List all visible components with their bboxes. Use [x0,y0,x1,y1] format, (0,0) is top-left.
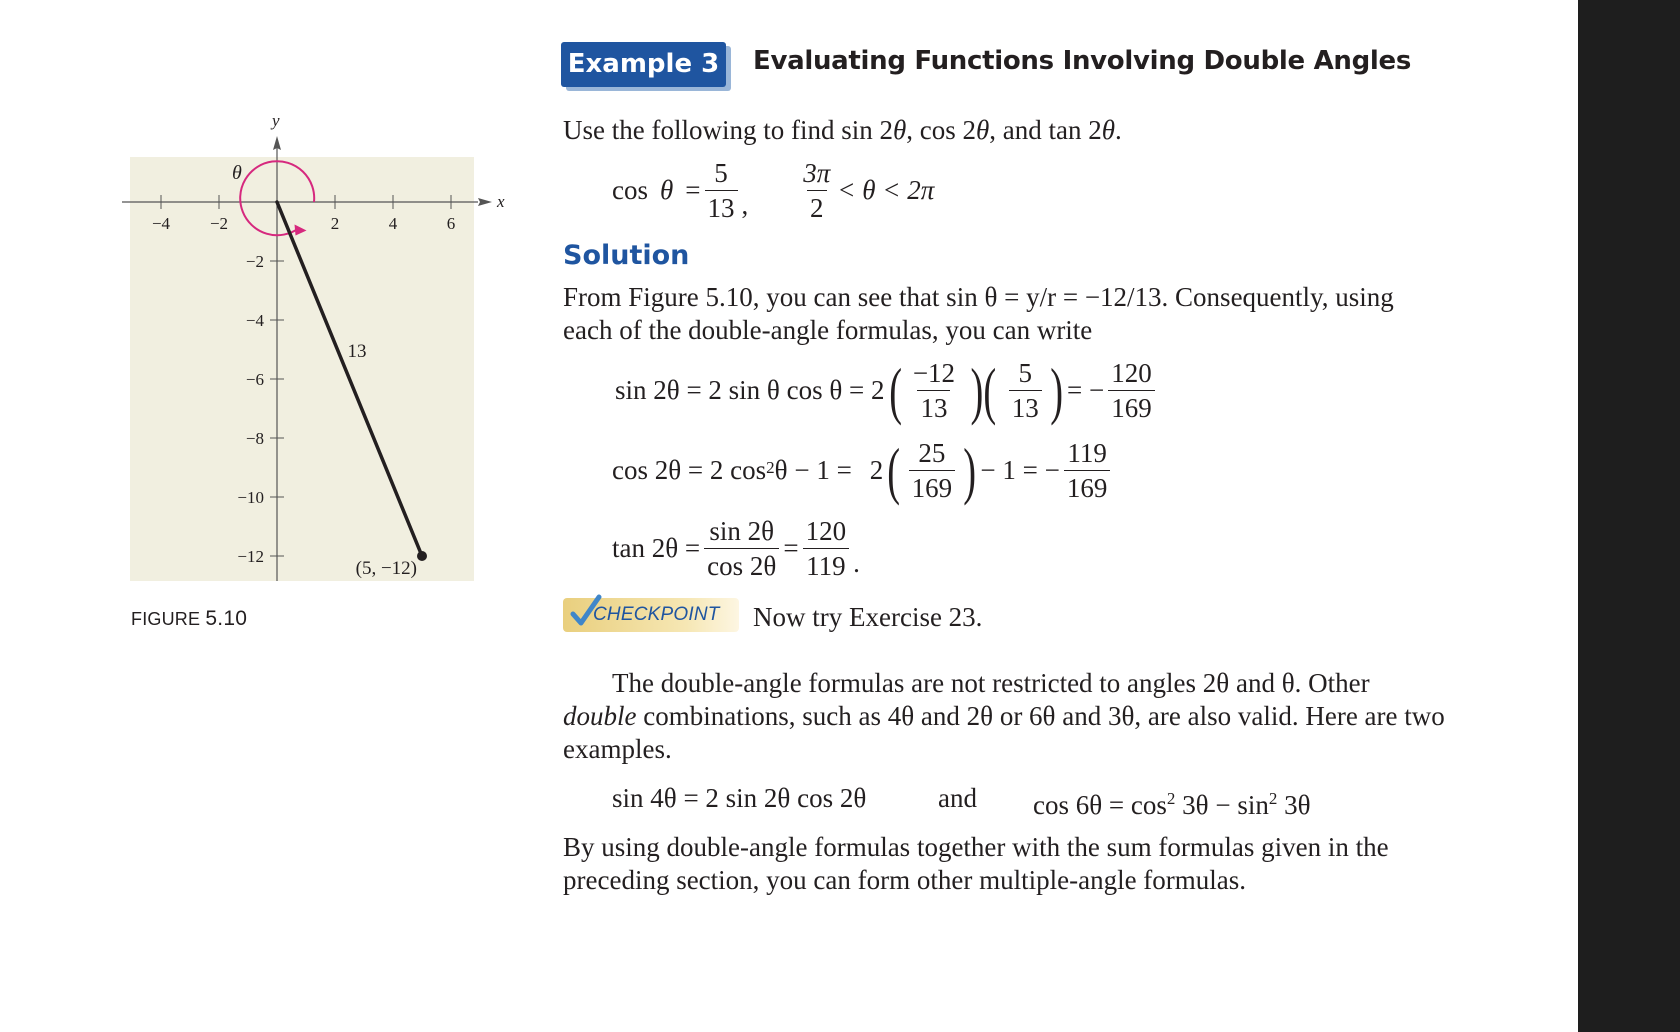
x-axis-arrow [478,198,492,206]
examples-equation-left: sin 4θ = 2 sin 2θ cos 2θ [612,783,867,813]
paragraph-multiple-angle [563,831,1448,897]
examples-sup-2: 2 [1268,789,1278,808]
point-label: (5, −12) [355,558,417,579]
cos-eq-r-den: 169 [1064,470,1111,505]
given-den: 13 [705,190,738,225]
paragraph-double-combinations [563,667,1448,766]
range-rest: < θ < 2π [837,175,935,205]
intro-theta-1: θ [892,115,907,145]
para2-line-2: combinations, such as 4θ and 2θ or 6θ and 3θ, are also valid. Here are two [636,701,1445,731]
theta-label: θ [232,162,242,184]
cos-eq-lhs2: θ − 1 = [774,455,852,485]
tan-eq-fraction-2 [803,514,850,583]
tan-eq-equals: = [783,533,799,563]
tan-eq-period: . [853,548,860,578]
para3-line-1: By using double-angle formulas together with the sum formulas given in the [563,832,1389,862]
intro-part-c: , and tan 2 [989,115,1102,145]
given-theta: θ [660,175,674,205]
checkpoint-badge [563,598,739,632]
examples-equation-right [1033,782,1311,822]
range-fraction [800,156,833,225]
x-tick-label: 4 [388,214,398,233]
cos-eq-f-den: 169 [909,470,956,505]
sin-eq-r-num: 120 [1111,358,1152,388]
sin-eq-result [1108,356,1155,425]
examples-right-c: 3θ [1277,790,1311,820]
sin-eq-f1-den: 13 [917,390,950,425]
figure-panel [130,157,474,581]
y-tick-label: −2 [245,252,264,271]
figure-5-10 [120,108,520,598]
cos-eq-sup: 2 [766,458,775,477]
x-axis-label: x [497,192,505,211]
given-comma: , [741,190,749,220]
x-tick-label: −2 [209,214,229,233]
y-tick-label: −6 [245,370,264,389]
tan-eq-f1-den: cos 2θ [704,548,779,583]
sin-eq-rhs: = − [1067,375,1105,405]
tan-double-angle-equation [612,514,860,583]
example-title: Evaluating Functions Involving Double Angles [753,46,1412,76]
tan-eq-fraction-1 [704,514,779,583]
tan-eq-lhs: tan 2θ = [612,533,701,563]
cos-eq-fraction [909,436,956,505]
intro-part-b: , cos 2 [906,115,976,145]
intro-period: . [1115,115,1122,145]
examples-equation-and: and [938,783,977,813]
sin-eq-f2-den: 13 [1009,390,1042,425]
cos-eq-r-num: 119 [1067,438,1107,468]
para2-italic-word: double [563,701,637,731]
given-cos: cos [612,175,648,205]
examples-sup-1: 2 [1166,789,1176,808]
tan-eq-f1-num: sin 2θ [709,516,775,546]
intro-theta-2: θ [976,115,990,145]
cos-double-angle-equation: cos 2θ = 2 cos 2 θ − 1 = 2 ( $\frac{25}{169}$ ) − 1 = − $\frac{119}{169}$ [612,436,1114,505]
cos-eq-coef: 2 [869,455,884,485]
range-den: 2 [807,190,827,225]
given-equals: = [685,175,701,205]
y-axis-arrow [273,136,281,150]
figure-caption-number: 5.10 [205,607,248,630]
examples-right-b: 3θ − sin [1175,790,1269,820]
x-tick-label: 6 [446,214,456,233]
examples-right-a: cos 6θ = cos [1033,790,1167,820]
x-tick-label: −4 [151,214,171,233]
solution-line-1: From Figure 5.10, you can see that sin θ = y/r = −12/13. Consequently, using [563,282,1394,312]
para2-line-3: examples. [563,734,672,764]
sin-eq-fraction-1 [910,356,958,425]
cos-eq-result [1064,436,1111,505]
y-axis-label: y [272,111,280,130]
solution-heading: Solution [563,240,690,271]
sin-eq-r-den: 169 [1108,390,1155,425]
solution-line-2: each of the double-angle formulas, you can write [563,315,1093,345]
intro-part-a: Use the following to find sin 2 [563,115,893,145]
y-tick-label: −8 [245,429,264,448]
given-num: 5 [714,158,728,188]
cos-eq-mid: − 1 = − [980,455,1060,485]
intro-theta-3: θ [1101,115,1116,145]
cos-eq-f-num: 25 [918,438,946,468]
given-fraction [705,156,738,225]
figure-caption [131,607,247,631]
cos-eq-lhs: cos 2θ = 2 cos [612,455,767,485]
y-tick-label: −10 [237,488,264,507]
para3-line-2: preceding section, you can form other multiple-angle formulas. [563,865,1247,895]
segment-length-label: 13 [347,341,367,362]
x-tick-label: 2 [330,214,340,233]
y-tick-label: −4 [245,311,264,330]
sin-eq-fraction-2 [1009,356,1042,425]
tan-eq-f2-den: 119 [803,548,849,583]
sin-eq-f2-num: 5 [1018,358,1032,388]
sin-eq-f1-num: −12 [912,358,956,388]
viewer-side-panel [1578,0,1680,1032]
intro-text [563,114,1122,147]
checkpoint-text: Now try Exercise 23. [753,602,983,632]
y-tick-label: −12 [237,547,264,566]
checkpoint-label: CHECKPOINT [593,604,720,625]
para2-line-1: The double-angle formulas are not restricted to angles 2θ and θ. Other [612,668,1370,698]
example-badge: Example 3 [561,42,726,87]
solution-paragraph [563,281,1448,347]
terminal-point [417,551,427,561]
figure-caption-word: FIGURE [131,609,201,629]
tan-eq-f2-num: 120 [805,516,847,546]
sin-double-angle-equation: sin 2θ = 2 sin θ cos θ = 2 ( $\frac{-12}{13}$ )( $\frac{5}{13}$ ) = − $\frac{120}{169}$ [615,356,1159,425]
range-num: 3π [803,158,831,188]
sin-eq-lhs: sin 2θ = 2 sin θ cos θ = 2 [615,375,885,405]
given-equation [612,156,934,225]
